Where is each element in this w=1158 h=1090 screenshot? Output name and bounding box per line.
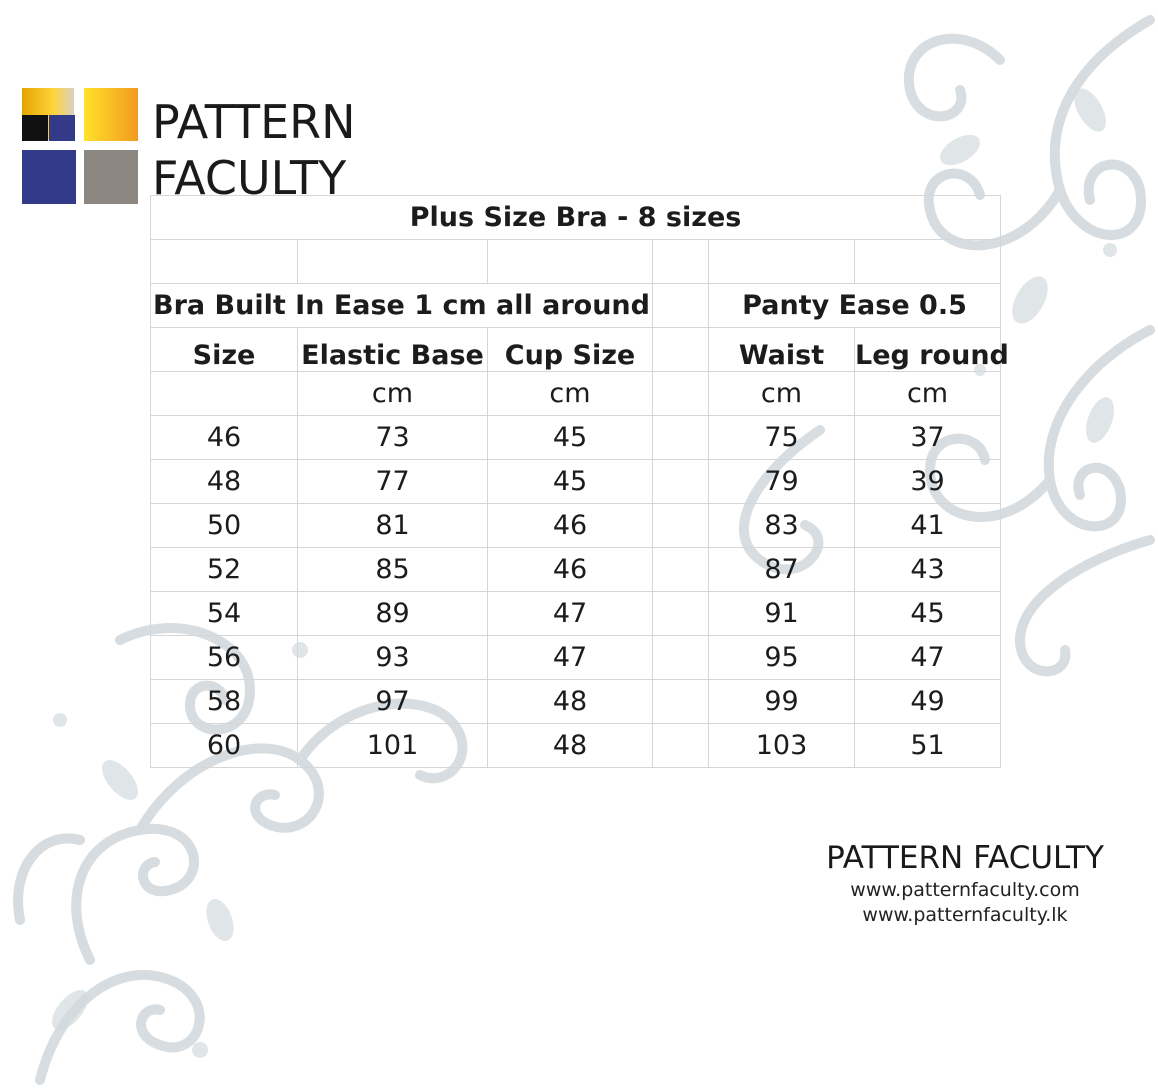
logo-wordmark [152, 94, 356, 206]
cell-waist: 99 [709, 680, 855, 724]
cell-leg-round: 37 [855, 416, 1001, 460]
cell-cup-size: 46 [488, 504, 653, 548]
table-row [151, 504, 1001, 548]
size-chart-table [150, 195, 1009, 768]
table-body [151, 416, 1001, 768]
cell-elastic-base: 101 [298, 724, 488, 768]
cell-elastic-base: 73 [298, 416, 488, 460]
header-waist: Waist [709, 328, 855, 372]
table-row [151, 724, 1001, 768]
bra-section-heading: Bra Built In Ease 1 cm all around [151, 284, 653, 328]
unit-cup-size: cm [488, 372, 653, 416]
panty-section-heading: Panty Ease 0.5 [709, 284, 1001, 328]
footer [820, 838, 1110, 928]
cell-size: 60 [151, 724, 298, 768]
cell-elastic-base: 89 [298, 592, 488, 636]
cell-size: 54 [151, 592, 298, 636]
cell-elastic-base: 97 [298, 680, 488, 724]
footer-url-lk: www.patternfaculty.lk [862, 904, 1068, 926]
cell-elastic-base: 77 [298, 460, 488, 504]
table-row [151, 548, 1001, 592]
cell-leg-round: 51 [855, 724, 1001, 768]
cell-waist: 79 [709, 460, 855, 504]
cell-cup-size: 47 [488, 636, 653, 680]
footer-url-com: www.patternfaculty.com [850, 879, 1080, 901]
cell-waist: 87 [709, 548, 855, 592]
cell-leg-round: 47 [855, 636, 1001, 680]
cell-leg-round: 45 [855, 592, 1001, 636]
table-row [151, 460, 1001, 504]
table-row [151, 592, 1001, 636]
cell-size: 46 [151, 416, 298, 460]
spacer-row [151, 240, 1001, 284]
cell-cup-size: 46 [488, 548, 653, 592]
cell-size: 52 [151, 548, 298, 592]
cell-size: 56 [151, 636, 298, 680]
cell-waist: 103 [709, 724, 855, 768]
unit-waist: cm [709, 372, 855, 416]
unit-leg-round: cm [855, 372, 1001, 416]
cell-cup-size: 45 [488, 460, 653, 504]
table-title: Plus Size Bra - 8 sizes [151, 196, 1001, 240]
cell-cup-size: 45 [488, 416, 653, 460]
cell-waist: 83 [709, 504, 855, 548]
cell-size: 48 [151, 460, 298, 504]
logo-line-2: FACULTY [152, 151, 347, 205]
logo-line-1: PATTERN [152, 95, 356, 149]
table-row [151, 416, 1001, 460]
cell-size: 58 [151, 680, 298, 724]
logo-square-navy-small [49, 115, 75, 141]
logo-square-orange [84, 88, 138, 141]
unit-size [151, 372, 298, 416]
cell-waist: 91 [709, 592, 855, 636]
header-size: Size [151, 328, 298, 372]
cell-cup-size: 48 [488, 724, 653, 768]
cell-waist: 75 [709, 416, 855, 460]
cell-leg-round: 43 [855, 548, 1001, 592]
unit-elastic-base: cm [298, 372, 488, 416]
logo-square-navy [22, 150, 76, 204]
cell-leg-round: 39 [855, 460, 1001, 504]
header-elastic-base: Elastic Base [298, 328, 488, 372]
header-leg-round: Leg round [855, 328, 1001, 372]
cell-cup-size: 47 [488, 592, 653, 636]
cell-leg-round: 41 [855, 504, 1001, 548]
table-row [151, 636, 1001, 680]
cell-size: 50 [151, 504, 298, 548]
logo-square-gray [84, 150, 138, 204]
footer-brand: PATTERN FACULTY [826, 840, 1104, 876]
table-row [151, 680, 1001, 724]
cell-elastic-base: 85 [298, 548, 488, 592]
units-row [151, 372, 1001, 416]
cell-waist: 95 [709, 636, 855, 680]
header-cup-size: Cup Size [488, 328, 653, 372]
cell-leg-round: 49 [855, 680, 1001, 724]
cell-cup-size: 48 [488, 680, 653, 724]
cell-elastic-base: 93 [298, 636, 488, 680]
cell-elastic-base: 81 [298, 504, 488, 548]
logo-square-black [22, 115, 48, 141]
